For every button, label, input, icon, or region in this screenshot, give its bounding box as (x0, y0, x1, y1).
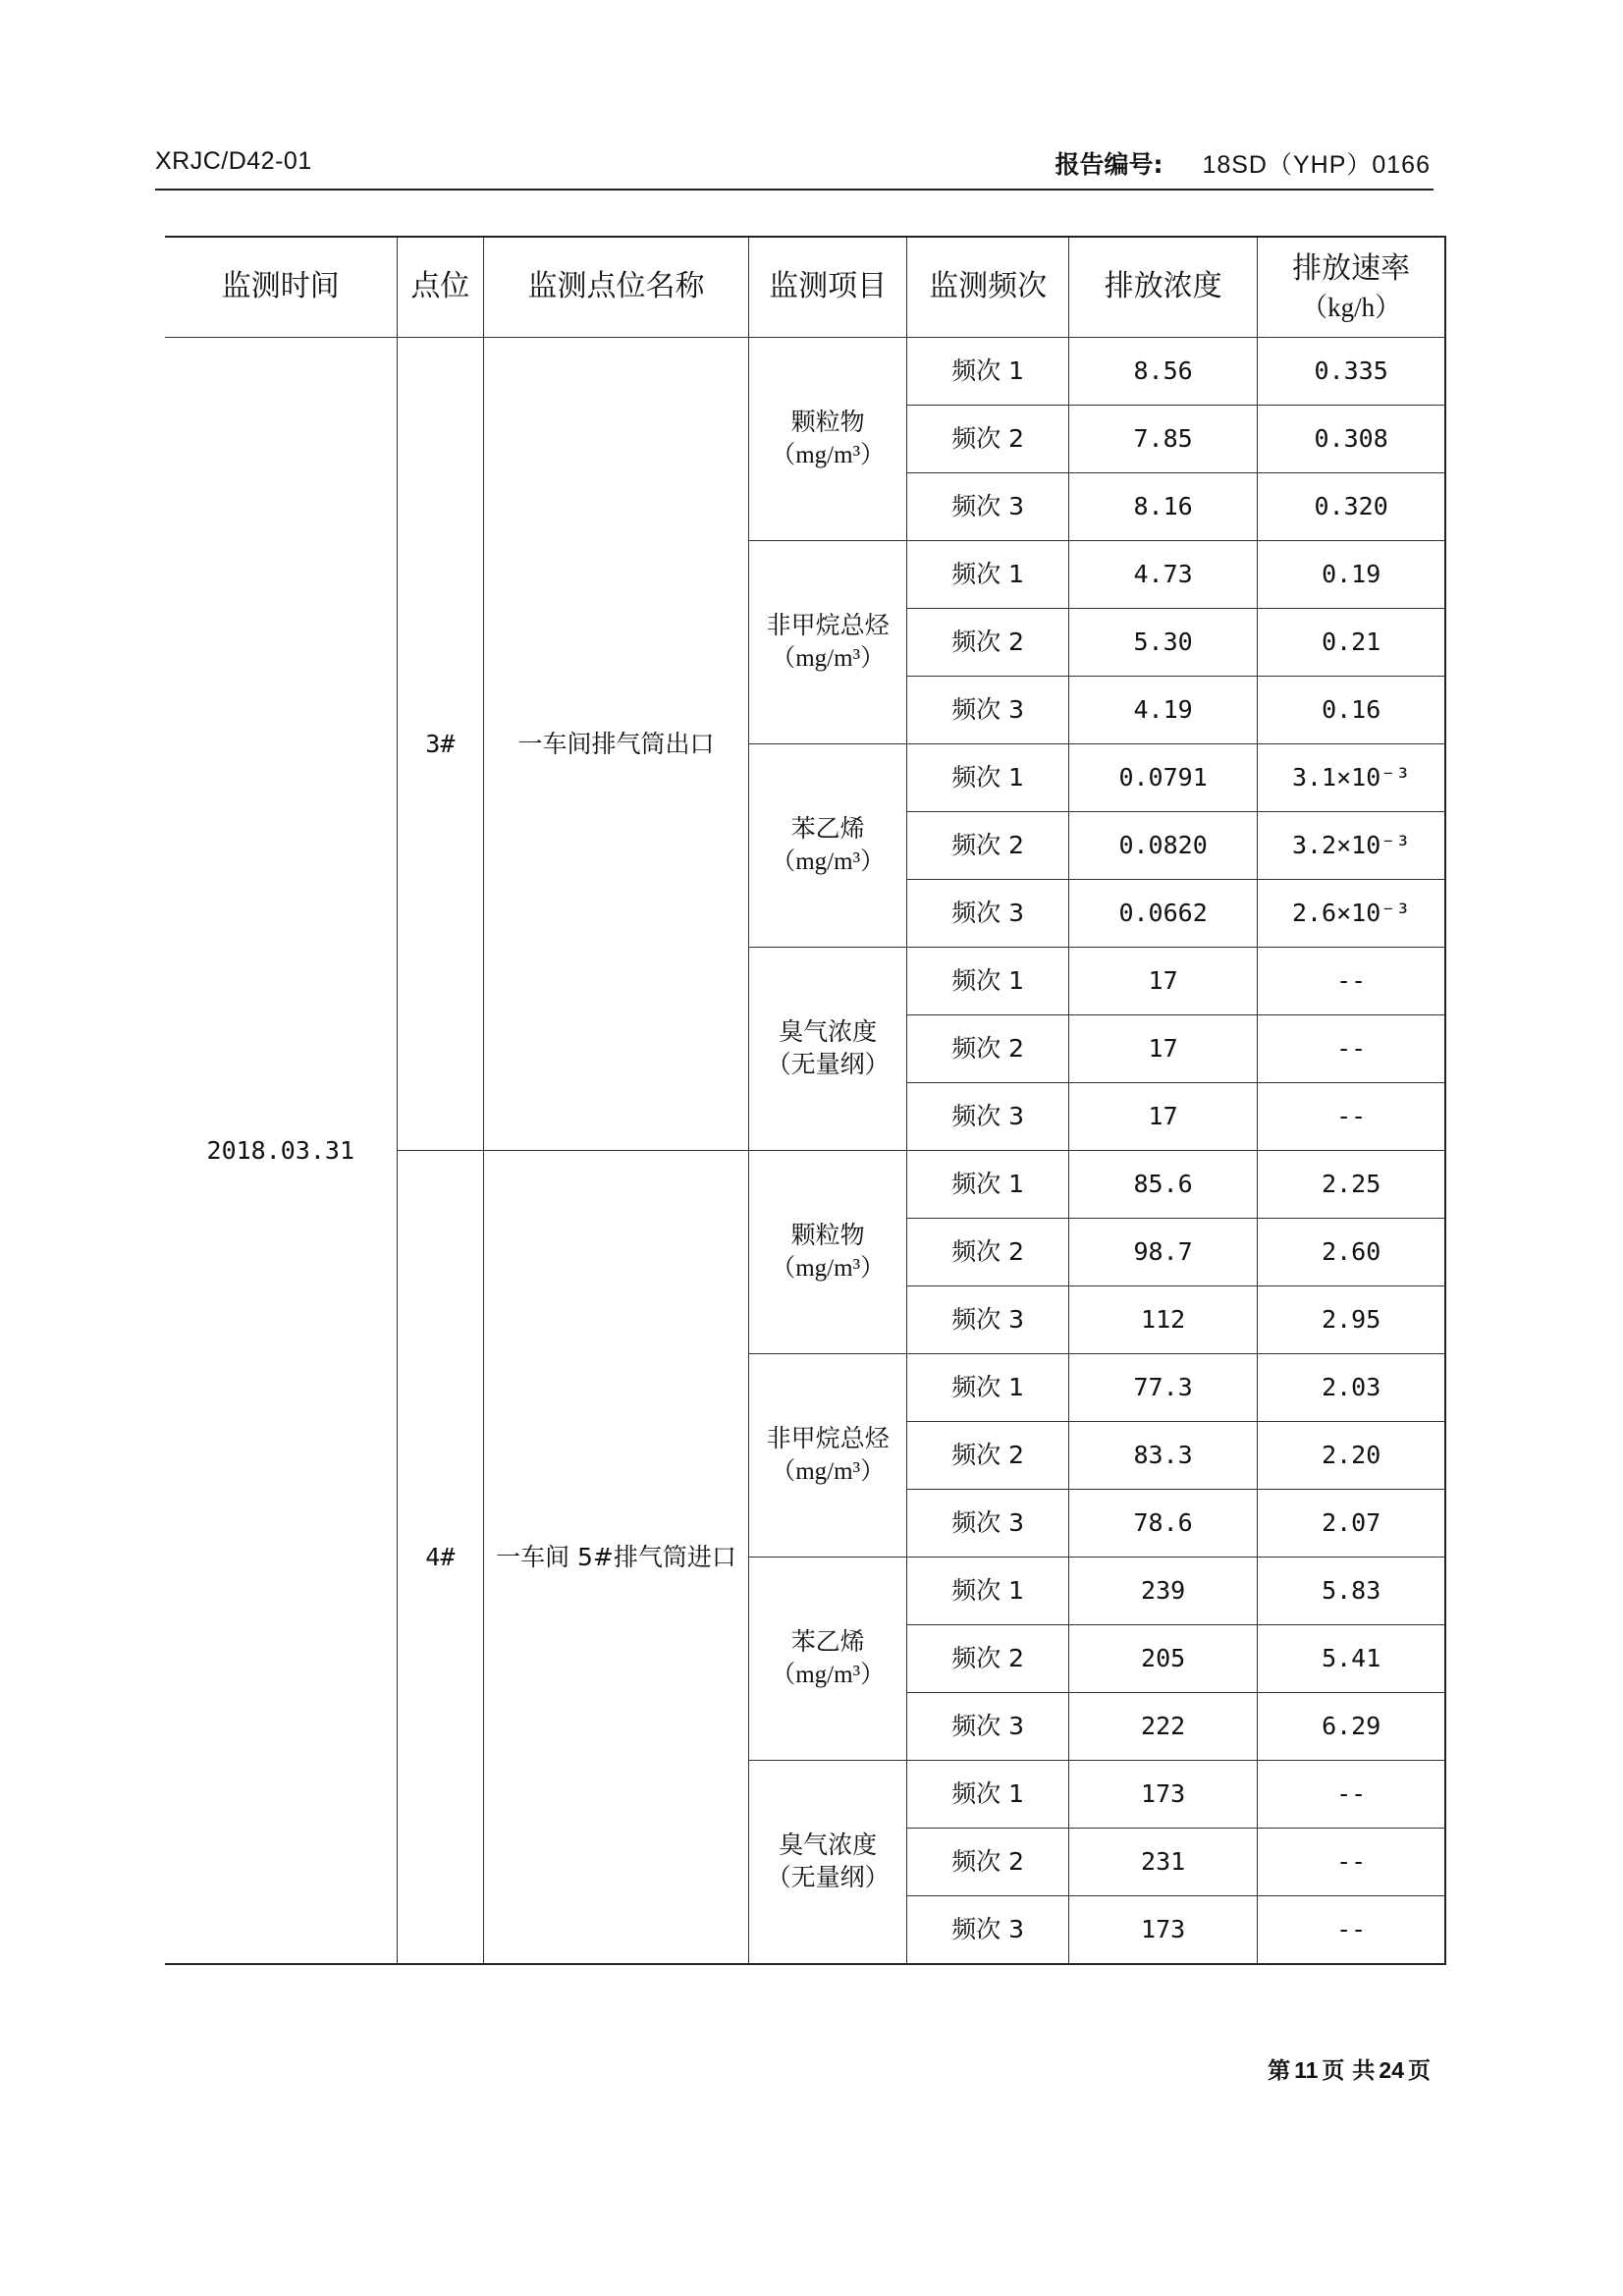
point-cell: 3# (397, 338, 484, 1151)
concentration-cell: 85.6 (1068, 1151, 1258, 1219)
item-name: 苯乙烯 (790, 1627, 865, 1657)
concentration-cell: 0.0820 (1068, 812, 1258, 880)
site-name-cell: 一车间排气筒出口 (484, 338, 749, 1151)
rate-cell: 2.6×10⁻³ (1258, 880, 1445, 948)
frequency-cell: 频次 2 (907, 406, 1068, 473)
frequency-cell: 频次 2 (907, 1829, 1068, 1896)
header-rule (155, 189, 1434, 191)
concentration-cell: 112 (1068, 1286, 1258, 1354)
col-header-item: 监测项目 (748, 237, 907, 338)
concentration-cell: 173 (1068, 1896, 1258, 1965)
item-cell (748, 744, 907, 948)
item-name: 臭气浓度 (779, 1831, 878, 1860)
item-cell (748, 1761, 907, 1965)
frequency-cell: 频次 1 (907, 744, 1068, 812)
rate-cell: -- (1258, 1083, 1445, 1151)
concentration-cell: 173 (1068, 1761, 1258, 1829)
col-header-freq: 监测频次 (907, 237, 1068, 338)
col-header-rate-title: 排放速率 (1292, 251, 1411, 287)
frequency-cell: 频次 1 (907, 541, 1068, 609)
table-row (165, 338, 1445, 406)
point-cell: 4# (397, 1151, 484, 1965)
concentration-cell: 8.56 (1068, 338, 1258, 406)
item-name: 苯乙烯 (790, 814, 865, 844)
rate-cell: 0.335 (1258, 338, 1445, 406)
item-unit: （mg/m³） (771, 1662, 886, 1688)
rate-cell: 5.83 (1258, 1558, 1445, 1625)
rate-cell: 2.60 (1258, 1219, 1445, 1286)
rate-cell: 3.1×10⁻³ (1258, 744, 1445, 812)
frequency-cell: 频次 3 (907, 1693, 1068, 1761)
concentration-cell: 83.3 (1068, 1422, 1258, 1490)
rate-cell: -- (1258, 1896, 1445, 1965)
report-number-value: 18SD（YHP）0166 (1202, 151, 1431, 179)
concentration-cell: 239 (1068, 1558, 1258, 1625)
frequency-cell: 频次 2 (907, 812, 1068, 880)
concentration-cell: 7.85 (1068, 406, 1258, 473)
concentration-cell: 4.19 (1068, 677, 1258, 744)
rate-cell: 0.21 (1258, 609, 1445, 677)
item-unit: （无量纲） (766, 1052, 890, 1078)
frequency-cell: 频次 2 (907, 1015, 1068, 1083)
footer-suffix: 页 (1408, 2058, 1431, 2084)
rate-cell: 2.03 (1258, 1354, 1445, 1422)
date-cell: 2018.03.31 (165, 338, 397, 1965)
rate-cell: -- (1258, 1015, 1445, 1083)
frequency-cell: 频次 1 (907, 1151, 1068, 1219)
item-unit: （mg/m³） (771, 1458, 886, 1485)
frequency-cell: 频次 2 (907, 1219, 1068, 1286)
frequency-cell: 频次 2 (907, 609, 1068, 677)
item-cell (748, 948, 907, 1151)
col-header-rate (1258, 237, 1445, 338)
item-unit: （mg/m³） (771, 442, 886, 468)
concentration-cell: 5.30 (1068, 609, 1258, 677)
item-unit: （mg/m³） (771, 848, 886, 875)
header-row (165, 237, 1445, 338)
rate-cell: 0.16 (1258, 677, 1445, 744)
rate-cell: 2.07 (1258, 1490, 1445, 1558)
concentration-cell: 231 (1068, 1829, 1258, 1896)
concentration-cell: 17 (1068, 1015, 1258, 1083)
footer-total: 24 (1379, 2057, 1404, 2083)
footer-page: 11 (1294, 2057, 1319, 2083)
doc-code: XRJC/D42-01 (155, 147, 312, 175)
site-name-cell: 一车间 5#排气筒进口 (484, 1151, 749, 1965)
col-header-time: 监测时间 (165, 237, 397, 338)
rate-cell: 0.308 (1258, 406, 1445, 473)
footer-prefix: 第 (1268, 2058, 1291, 2084)
frequency-cell: 频次 1 (907, 1558, 1068, 1625)
report-number (1055, 145, 1431, 181)
concentration-cell: 8.16 (1068, 473, 1258, 541)
frequency-cell: 频次 3 (907, 1286, 1068, 1354)
rate-cell: 3.2×10⁻³ (1258, 812, 1445, 880)
frequency-cell: 频次 2 (907, 1422, 1068, 1490)
item-name: 非甲烷总烃 (766, 611, 890, 640)
concentration-cell: 98.7 (1068, 1219, 1258, 1286)
item-unit: （mg/m³） (771, 645, 886, 672)
frequency-cell: 频次 3 (907, 1083, 1068, 1151)
item-unit: （无量纲） (766, 1865, 890, 1891)
frequency-cell: 频次 3 (907, 1896, 1068, 1965)
report-number-label: 报告编号: (1055, 150, 1163, 179)
concentration-cell: 205 (1068, 1625, 1258, 1693)
frequency-cell: 频次 3 (907, 880, 1068, 948)
concentration-cell: 0.0791 (1068, 744, 1258, 812)
frequency-cell: 频次 3 (907, 1490, 1068, 1558)
concentration-cell: 0.0662 (1068, 880, 1258, 948)
frequency-cell: 频次 1 (907, 1761, 1068, 1829)
frequency-cell: 频次 3 (907, 473, 1068, 541)
col-header-rate-unit: （kg/h） (1301, 292, 1402, 322)
rate-cell: 6.29 (1258, 1693, 1445, 1761)
rate-cell: -- (1258, 1829, 1445, 1896)
frequency-cell: 频次 3 (907, 677, 1068, 744)
frequency-cell: 频次 1 (907, 1354, 1068, 1422)
item-cell (748, 541, 907, 744)
item-name: 颗粒物 (790, 1221, 865, 1250)
rate-cell: 5.41 (1258, 1625, 1445, 1693)
rate-cell: 0.19 (1258, 541, 1445, 609)
item-cell (748, 1558, 907, 1761)
item-cell (748, 338, 907, 541)
rate-cell: -- (1258, 1761, 1445, 1829)
item-name: 臭气浓度 (779, 1017, 878, 1047)
concentration-cell: 17 (1068, 1083, 1258, 1151)
concentration-cell: 17 (1068, 948, 1258, 1015)
page-footer (1268, 2052, 1431, 2085)
col-header-name: 监测点位名称 (484, 237, 749, 338)
concentration-cell: 4.73 (1068, 541, 1258, 609)
item-cell (748, 1354, 907, 1558)
rate-cell: -- (1258, 948, 1445, 1015)
rate-cell: 2.25 (1258, 1151, 1445, 1219)
item-name: 颗粒物 (790, 408, 865, 437)
col-header-point: 点位 (397, 237, 484, 338)
frequency-cell: 频次 1 (907, 948, 1068, 1015)
item-name: 非甲烷总烃 (766, 1424, 890, 1453)
monitoring-table (165, 236, 1446, 1965)
item-cell (748, 1151, 907, 1354)
item-unit: （mg/m³） (771, 1255, 886, 1282)
footer-middle: 页 共 (1322, 2058, 1376, 2084)
concentration-cell: 222 (1068, 1693, 1258, 1761)
rate-cell: 2.95 (1258, 1286, 1445, 1354)
rate-cell: 2.20 (1258, 1422, 1445, 1490)
frequency-cell: 频次 2 (907, 1625, 1068, 1693)
frequency-cell: 频次 1 (907, 338, 1068, 406)
concentration-cell: 77.3 (1068, 1354, 1258, 1422)
rate-cell: 0.320 (1258, 473, 1445, 541)
col-header-conc: 排放浓度 (1068, 237, 1258, 338)
concentration-cell: 78.6 (1068, 1490, 1258, 1558)
